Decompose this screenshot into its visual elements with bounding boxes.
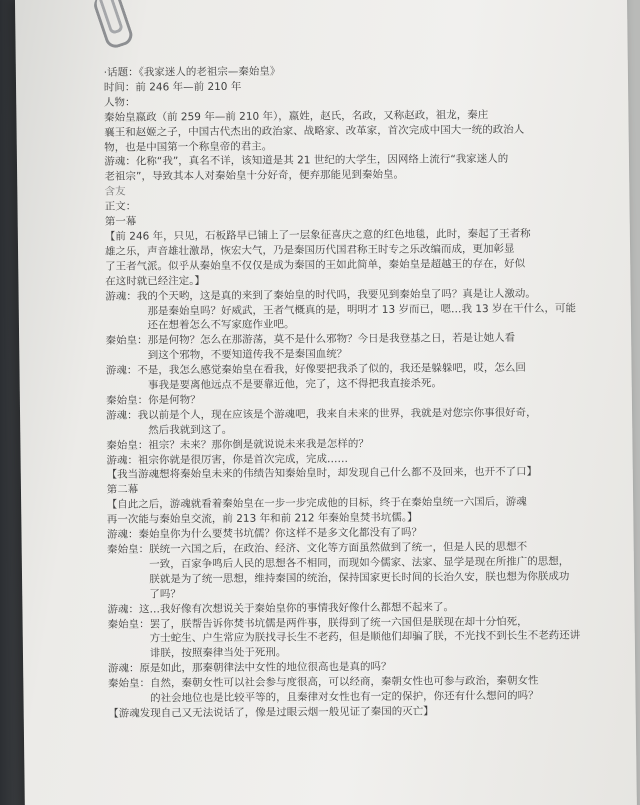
dialogue-line: 游魂：秦始皇你为什么要焚书坑儒？你这样不是多文化都没有了吗？ [106,526,423,541]
dialogue-line: 秦始皇：自然，秦朝女性可以社会参与度很高，可以经商，秦朝女性也可参与政治，秦朝女性 [107,674,539,690]
dialogue-line: 游魂：不是，我怎么感觉秦始皇在看我，好像要把我杀了似的，我还是躲躲吧，哎，怎么回 [105,361,526,377]
act2-narration [107,495,607,528]
intro-line: 游魂：化称“我”，真名不详，该知道是其 21 世纪的大学生，因网络上流行“我家迷人的 [104,153,509,169]
dialogue-line: 秦始皇：朕统一六国之后，在政治、经济、文化等方面虽然做到了统一，但是人民的思想不 [107,540,528,556]
main-label: 正文： [104,200,137,213]
intro-line: 襄王和赵姬之子，中国古代杰出的政治家、战略家、改革家，首次完成中国大一统的政治人 [104,123,525,139]
dialogue-line: 游魂：祖宗你就是很厉害，你是首次完成，完成…… [106,452,349,467]
dialogue-line: 游魂：这…我好像有次想说关于秦始皇你的事情我好像什么都想不起来了。 [107,600,455,616]
dialogue-line: 了吗？ [149,587,181,601]
dialogue-line: 方士蛇生、户生常应为朕找寻长生不老药，但是顺他们却骗了朕，不光找不到长生不老药还讲 [149,629,581,645]
act2-end: 【游魂发现自己又无法说话了，像是过眼云烟一般见证了秦国的灭亡】 [108,705,434,720]
qin-intro [104,107,604,155]
dialogue-line: 秦始皇：罢了，朕帮告诉你焚书坑儒是两件事，朕得到了统一六国但是朕现在却十分怕死， [107,615,528,631]
intro-line: 老祖宗”，导致其本人对秦始皇十分好奇，便弃那能见到秦始皇。 [104,169,404,184]
topic-line: ·话题：《我家迷人的老祖宗—秦始皇》 [103,65,281,79]
paperclip-icon [91,0,135,51]
narration-line: 雄之乐，声音雄壮激昂，恢宏大气，乃是秦国历代国君称王时专之乐改编而成，更加彰显 [104,242,515,258]
dialogue-line: 游魂：我以前是个人，现在应该是个游魂吧，我来自未来的世界，我就是对您宗你事很好奇， [106,406,537,422]
dialogue-line: 秦始皇：你是何物？ [106,394,201,407]
dialogue-line: 秦始皇：祖宗？未来？那你倒是就说说未来我是怎样的？ [106,437,369,452]
act1-narration [105,226,605,289]
dialogue-line: 到这个邪物，不要知道传我不是秦国血统？ [147,348,348,362]
act1-dialogue [105,286,606,468]
dialogue-line: 还在想着怎么不写家庭作业吧。 [147,318,295,332]
intro-end: 含友 [104,185,126,199]
dialogue-line: 游魂：我的个天哟，这是真的来到了秦始皇的时代吗，我要见到秦始皇了吗？真是让人激动。 [105,287,536,303]
dialogue-line: 游魂：原是如此，那秦朝律法中女性的地位很高也是真的吗？ [107,661,392,675]
act2-dialogue [107,524,608,706]
dialogue-line: 事我是要离他远点不是要靠近他，完了，这不得把我直接杀死。 [147,377,442,392]
narration-line: 【自此之后，游魂就看着秦始皇在一步一步完成他的目标，终于在秦始皇统一六国后，游魂 [106,496,527,512]
intro-line: 秦始皇嬴政（前 259 年—前 210 年），嬴姓，赵氏，名政，又称赵政，祖龙，秦庄 [104,108,489,124]
dialogue-line: 那是秦始皇吗？好威武，王者气概真的是，明明才 13 岁而已，嗯…我 13 岁在干什么，可能 [147,301,577,317]
intro-line: 物，也是中国第一个称皇帝的君主。 [104,140,273,154]
dialogue-line: 秦始皇：那是何物？怎么在那游荡，莫不是什么邪物？今日是我登基之日，若是让她人看 [105,332,516,348]
time-line: 时间：前 246 年—前 210 年 [103,80,242,94]
narration-line: 在这时就已经注定。】 [105,274,206,288]
narration-line: 【前 246 年，只见，石板路早已铺上了一层象征喜庆之意的红色地毯，此时，秦起了王者称 [104,227,531,243]
dialogue-line: 的社会地位也是比较平等的，且秦律对女性也有一定的保护，你还有什么想问的吗？ [150,689,539,705]
act2-label: 第二幕 [106,483,139,497]
dialogue-line: 然后我就到这了。 [148,423,233,437]
player-intro [104,152,604,185]
narration-line: 再一次能与秦始皇交流，前 213 年和前 212 年秦始皇焚书坑儒。】 [106,511,418,526]
dialogue-line: 诽朕，按照秦律当处于死刑。 [149,646,287,660]
narration-line: 了王者气派。似乎从秦始皇不仅仅是成为秦国的王如此简单，秦始皇是超越王的存在，好似 [105,257,526,273]
characters-label: 人物： [103,96,136,109]
dialogue-line: 朕就是为了统一思想，维持秦国的统治，保持国家更长时间的长治久安，朕也想为你朕成功 [149,570,570,586]
act1-end: 【我当游魂想将秦始皇未来的伟绩告知秦始皇时，却发现自己什么都不及回来，也开不了口】 [106,466,538,482]
document-body [104,62,609,721]
act1-label: 第一幕 [104,215,137,228]
dialogue-line: 一致，百家争鸣后人民的思想各不相同，而现如今儒家、法家、显学是现在所推广的思想， [149,555,570,571]
